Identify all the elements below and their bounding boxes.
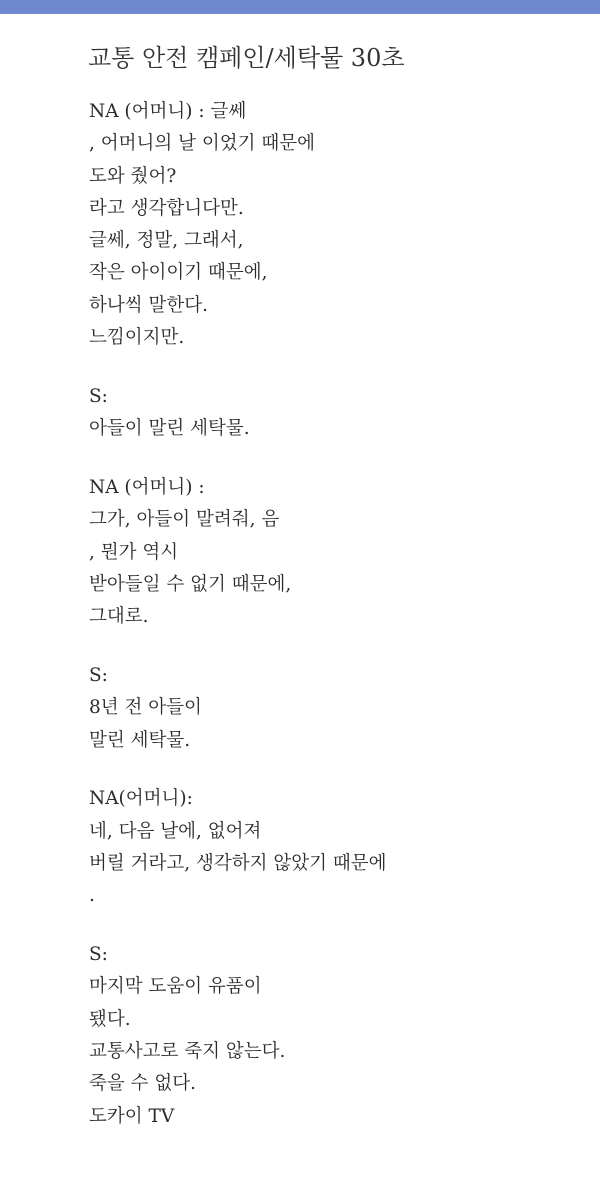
script-line: 죽을 수 없다.: [89, 1073, 196, 1095]
script-line: .: [89, 885, 95, 907]
script-line: 라고 생각합니다만.: [89, 197, 244, 219]
script-line: 느낌이지만.: [89, 327, 185, 349]
script-line: S:: [89, 944, 108, 966]
script-line: 하나씩 말한다.: [89, 294, 208, 316]
script-line: 말린 세탁물.: [89, 729, 191, 751]
script-line: 글쎄, 정말, 그래서,: [89, 230, 244, 252]
script-line: 됐다.: [89, 1008, 131, 1030]
script-line: 8년 전 아들이: [89, 697, 202, 719]
script-line: 마지막 도움이 유품이: [89, 976, 262, 998]
script-line: NA (어머니) : 글쎄: [89, 101, 247, 122]
document-page: [0, 14, 600, 1191]
script-line: 받아들일 수 없기 때문에,: [89, 573, 292, 595]
script-line: 버릴 거라고, 생각하지 않았기 때문에: [89, 852, 387, 874]
script-line: 네, 다음 날에, 없어져: [89, 820, 262, 842]
script-line: , 뭔가 역시: [89, 541, 179, 563]
script-line: 교통사고로 죽지 않는다.: [89, 1040, 286, 1062]
page-title: 교통 안전 캠페인/세탁물 30초: [88, 44, 405, 72]
script-line: S:: [89, 664, 108, 686]
top-bar: [0, 0, 600, 14]
dialogue-block-narration-1: [89, 96, 589, 354]
script-line: 아들이 말린 세탁물.: [89, 418, 250, 440]
script-line: , 어머니의 날 이었기 때문에: [89, 133, 315, 155]
script-line: 도카이 TV: [89, 1105, 175, 1127]
script-line: 그가, 아들이 말려줘, 음: [89, 509, 280, 531]
script-line: NA (어머니) :: [89, 476, 205, 498]
script-line: 도와 줬어?: [89, 165, 177, 187]
dialogue-block-super-1: [89, 381, 589, 446]
script-body: [89, 96, 589, 1159]
dialogue-block-narration-3: [89, 783, 589, 912]
script-line: NA(어머니):: [89, 788, 193, 810]
script-line: 작은 아이이기 때문에,: [89, 262, 268, 284]
script-line: S:: [89, 385, 108, 407]
dialogue-block-narration-2: [89, 472, 589, 633]
dialogue-block-super-2: [89, 660, 589, 757]
script-line: 그대로.: [89, 606, 149, 628]
dialogue-block-super-3: [89, 939, 589, 1133]
